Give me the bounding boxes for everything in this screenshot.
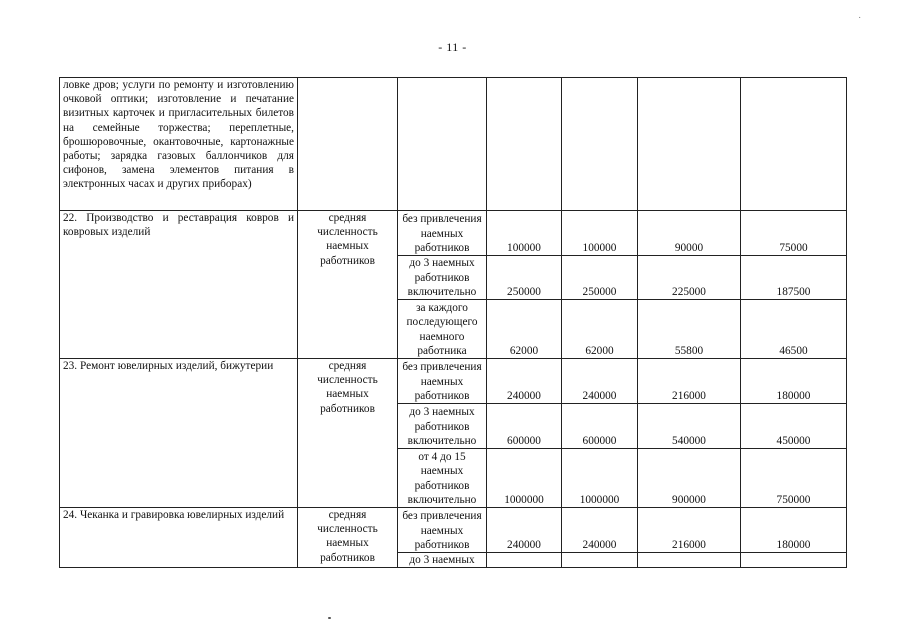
value-cell [487,553,562,568]
continuation-row [60,78,847,211]
indicator-cell: средняя численность наемных работников [298,359,398,508]
value-cell: 540000 [638,404,741,449]
scan-speck [328,617,331,619]
condition-cell: без привлечения наемных работников [398,211,487,256]
condition-cell: до 3 наемных работников включительно [398,404,487,449]
value-cell: 600000 [562,404,638,449]
value-cell: 62000 [562,300,638,359]
value-cell: 450000 [741,404,847,449]
condition-cell: без привлечения наемных работников [398,508,487,553]
scan-mark: ˙ [858,16,862,27]
indicator-cell: средняя численность наемных работников [298,211,398,359]
condition-cell: от 4 до 15 наемных работников включительно [398,449,487,508]
value-cell: 180000 [741,359,847,404]
empty-cell [487,78,562,211]
condition-cell: за каждого последующего наемного работника [398,300,487,359]
activity-description: 23. Ремонт ювелирных изделий, бижутерии [60,359,298,508]
activity-description: 24. Чеканка и гравировка ювелирных изделий [60,508,298,568]
empty-cell [298,78,398,211]
value-cell: 750000 [741,449,847,508]
value-cell: 55800 [638,300,741,359]
condition-cell: до 3 наемных [398,553,487,568]
activity-description: 22. Производство и реставрация ковров и ковровых изделий [60,211,298,359]
value-cell: 250000 [487,256,562,300]
value-cell: 90000 [638,211,741,256]
indicator-cell: средняя численность наемных работников [298,508,398,568]
value-cell: 1000000 [487,449,562,508]
value-cell: 240000 [487,508,562,553]
condition-cell: до 3 наемных работников включительно [398,256,487,300]
value-cell: 240000 [487,359,562,404]
value-cell: 75000 [741,211,847,256]
value-cell: 225000 [638,256,741,300]
table-row [60,211,847,256]
value-cell: 62000 [487,300,562,359]
continuation-description: ловке дров; услуги по ремонту и изготовлению очковой оптики; изготовление и печатание визитных карточек и пригласительных билетов на семейные торжества; переплетные, брошюровочные, окантовочные, картонажные работы; зарядка газовых баллончиков для сифонов, замена элементов питания в электронных часах и других приборах) [60,78,298,211]
table-row [60,508,847,553]
condition-cell: без привлечения наемных работников [398,359,487,404]
value-cell [562,553,638,568]
tariff-table [59,77,847,568]
value-cell: 100000 [487,211,562,256]
value-cell: 240000 [562,508,638,553]
value-cell: 216000 [638,508,741,553]
empty-cell [562,78,638,211]
value-cell: 46500 [741,300,847,359]
value-cell: 240000 [562,359,638,404]
empty-cell [638,78,741,211]
table-row [60,359,847,404]
value-cell [638,553,741,568]
empty-cell [398,78,487,211]
empty-cell [741,78,847,211]
page-number: - 11 - [438,40,467,54]
value-cell: 600000 [487,404,562,449]
value-cell: 100000 [562,211,638,256]
value-cell: 180000 [741,508,847,553]
value-cell: 216000 [638,359,741,404]
value-cell [741,553,847,568]
value-cell: 250000 [562,256,638,300]
value-cell: 187500 [741,256,847,300]
value-cell: 900000 [638,449,741,508]
value-cell: 1000000 [562,449,638,508]
